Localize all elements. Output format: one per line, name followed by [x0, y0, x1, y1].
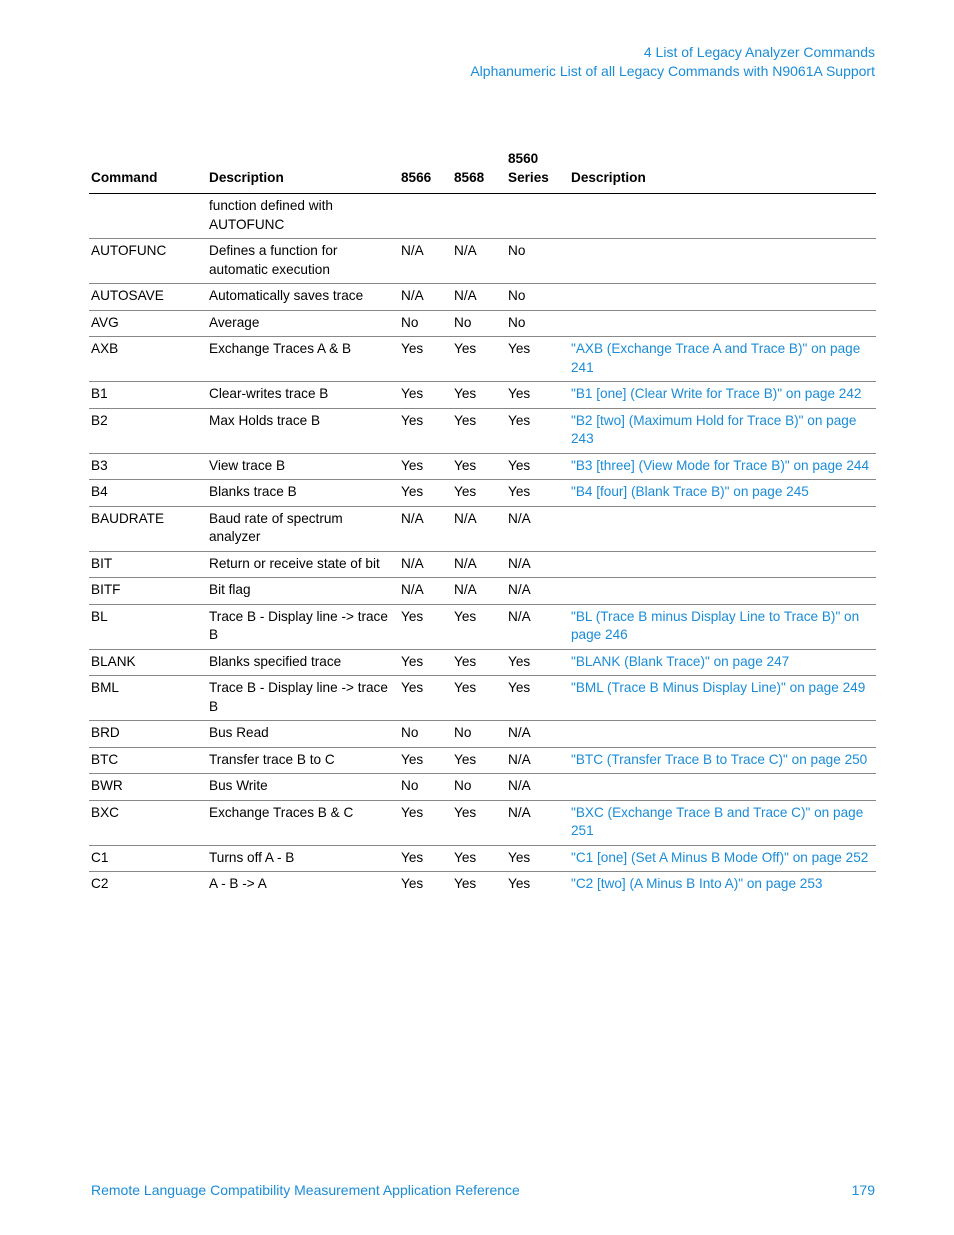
- table-row: [89, 578, 876, 605]
- cell-8560-series: No: [506, 284, 569, 311]
- table-header-row: [89, 150, 876, 194]
- table-row: [89, 284, 876, 311]
- cell-8560-series: Yes: [508, 876, 531, 891]
- reference-link[interactable]: "BLANK (Blank Trace)" on page 247: [569, 649, 876, 676]
- cell-description: Exchange Traces B & C: [207, 800, 399, 845]
- cell-command: BLANK: [89, 649, 207, 676]
- table-row: [89, 845, 876, 872]
- cell-description: A - B -> A: [209, 876, 267, 891]
- cell-8560-series: N/A: [506, 551, 569, 578]
- cell-command: BRD: [89, 721, 207, 748]
- cell-8568: No: [452, 774, 506, 801]
- cell-description: Turns off A - B: [207, 845, 399, 872]
- cell-description: Average: [207, 310, 399, 337]
- cell-command: B4: [89, 480, 207, 507]
- cell-description: Trace B - Display line -> trace B: [207, 676, 399, 721]
- cell-description: Clear-writes trace B: [207, 382, 399, 409]
- cell-reference: [569, 551, 876, 578]
- table-row: [89, 721, 876, 748]
- table-row: [89, 239, 876, 284]
- cell-8560-series: Yes: [506, 676, 569, 721]
- table-row: [89, 337, 876, 382]
- cell-8568: No: [452, 721, 506, 748]
- cell-8560-series: Yes: [506, 649, 569, 676]
- cell-8566: Yes: [399, 408, 452, 453]
- cell-command: AUTOSAVE: [89, 284, 207, 311]
- cell-8560-series: N/A: [506, 506, 569, 551]
- reference-link[interactable]: "BL (Trace B minus Display Line to Trace B)" on page 246: [569, 604, 876, 649]
- cell-command: BXC: [89, 800, 207, 845]
- cell-reference: [569, 721, 876, 748]
- table-row: [89, 649, 876, 676]
- cell-8568: Yes: [452, 845, 506, 872]
- cell-8568: Yes: [452, 408, 506, 453]
- footer-title: Remote Language Compatibility Measurement Application Reference: [91, 1182, 520, 1198]
- cell-8566: N/A: [399, 284, 452, 311]
- col-header-series: Series: [508, 169, 549, 185]
- cell-command: B3: [89, 453, 207, 480]
- cell-8560-series: N/A: [506, 747, 569, 774]
- cell-8566: N/A: [399, 578, 452, 605]
- cell-command: [89, 194, 207, 239]
- cell-description: Trace B - Display line -> trace B: [207, 604, 399, 649]
- cell-8560-series: No: [506, 310, 569, 337]
- reference-link[interactable]: "BTC (Transfer Trace B to Trace C)" on page 250: [569, 747, 876, 774]
- cell-description: Baud rate of spectrum analyzer: [207, 506, 399, 551]
- cell-8560-series: Yes: [506, 382, 569, 409]
- cell-reference: [569, 578, 876, 605]
- col-header-link-description: Description: [569, 150, 876, 194]
- cell-8560-series: N/A: [506, 604, 569, 649]
- cell-8560-series: Yes: [506, 337, 569, 382]
- cell-8560-series: No: [506, 239, 569, 284]
- cell-8568: Yes: [452, 649, 506, 676]
- table-row: [89, 194, 876, 239]
- cell-8566: Yes: [399, 480, 452, 507]
- cell-command: BWR: [89, 774, 207, 801]
- table-row: [89, 453, 876, 480]
- cell-8568: Yes: [452, 676, 506, 721]
- table-row: [89, 310, 876, 337]
- cell-8566: No: [399, 721, 452, 748]
- cell-command: BAUDRATE: [89, 506, 207, 551]
- reference-link[interactable]: "AXB (Exchange Trace A and Trace B)" on page 241: [569, 337, 876, 382]
- cell-8566: No: [399, 774, 452, 801]
- reference-link[interactable]: "BML (Trace B Minus Display Line)" on page 249: [569, 676, 876, 721]
- cell-command: AUTOFUNC: [89, 239, 207, 284]
- cell-reference: [569, 284, 876, 311]
- cell-description: function defined with AUTOFUNC: [207, 194, 399, 239]
- cell-8566: Yes: [399, 676, 452, 721]
- cell-8568: Yes: [452, 604, 506, 649]
- cell-8568: N/A: [452, 506, 506, 551]
- chapter-header: 4 List of Legacy Analyzer Commands: [643, 44, 875, 60]
- col-header-8560: 8560: [508, 151, 539, 166]
- cell-8566: Yes: [399, 747, 452, 774]
- cell-8568: Yes: [454, 876, 477, 891]
- cell-8560-series: Yes: [506, 480, 569, 507]
- cell-command: BITF: [89, 578, 207, 605]
- cell-command: C2: [91, 876, 109, 891]
- cell-command: AVG: [89, 310, 207, 337]
- cell-description: Transfer trace B to C: [207, 747, 399, 774]
- cell-8568: No: [452, 310, 506, 337]
- cell-8560-series: Yes: [506, 453, 569, 480]
- cell-8560-series: [506, 194, 569, 239]
- cell-8566: Yes: [399, 337, 452, 382]
- cell-8560-series: N/A: [506, 578, 569, 605]
- cell-reference: [569, 774, 876, 801]
- table-row: [89, 604, 876, 649]
- cell-description: View trace B: [207, 453, 399, 480]
- cell-reference: [569, 194, 876, 239]
- cell-description: Blanks trace B: [207, 480, 399, 507]
- cell-description: Blanks specified trace: [207, 649, 399, 676]
- cell-command: B2: [89, 408, 207, 453]
- cell-8568: Yes: [452, 800, 506, 845]
- col-header-command: Command: [89, 150, 207, 194]
- table-row: [89, 480, 876, 507]
- cell-8568: Yes: [452, 747, 506, 774]
- cell-8568: N/A: [452, 284, 506, 311]
- cell-8568: Yes: [452, 480, 506, 507]
- cell-description: Return or receive state of bit: [207, 551, 399, 578]
- reference-link[interactable]: "B1 [one] (Clear Write for Trace B)" on page 242: [569, 382, 876, 409]
- cell-reference: [569, 239, 876, 284]
- col-header-8560-series: [506, 150, 569, 194]
- cell-8568: N/A: [452, 239, 506, 284]
- table-row: [89, 800, 876, 845]
- table-row: [89, 382, 876, 409]
- table-row: [89, 408, 876, 453]
- cell-description: Bus Write: [207, 774, 399, 801]
- cell-reference: [569, 506, 876, 551]
- cell-8568: N/A: [452, 578, 506, 605]
- cell-command: BIT: [89, 551, 207, 578]
- cell-8566: N/A: [399, 551, 452, 578]
- cell-description: Bus Read: [207, 721, 399, 748]
- cell-8566: N/A: [399, 239, 452, 284]
- cell-description: Exchange Traces A & B: [207, 337, 399, 382]
- cell-command: B1: [89, 382, 207, 409]
- cell-8568: N/A: [452, 551, 506, 578]
- table-row: [89, 774, 876, 801]
- cell-8566: Yes: [401, 876, 424, 891]
- table-row: [89, 551, 876, 578]
- cell-command: BML: [89, 676, 207, 721]
- page-number: 179: [851, 1182, 875, 1198]
- table-row: [89, 747, 876, 774]
- cell-description: Max Holds trace B: [207, 408, 399, 453]
- cell-8560-series: N/A: [506, 800, 569, 845]
- cell-8560-series: Yes: [506, 845, 569, 872]
- cell-8566: Yes: [399, 845, 452, 872]
- cell-8566: Yes: [399, 604, 452, 649]
- col-header-8568: 8568: [452, 150, 506, 194]
- reference-link[interactable]: "C2 [two] (A Minus B Into A)" on page 253: [571, 876, 823, 891]
- command-table: [89, 150, 876, 898]
- section-header: Alphanumeric List of all Legacy Commands with N9061A Support: [470, 63, 875, 79]
- cell-8568: Yes: [452, 337, 506, 382]
- cell-command: BTC: [89, 747, 207, 774]
- cell-8560-series: N/A: [506, 774, 569, 801]
- cell-8560-series: Yes: [506, 408, 569, 453]
- cell-8566: Yes: [399, 382, 452, 409]
- cell-8568: Yes: [452, 453, 506, 480]
- cell-8568: Yes: [452, 382, 506, 409]
- cell-command: AXB: [89, 337, 207, 382]
- col-header-8566: 8566: [399, 150, 452, 194]
- cell-description: Automatically saves trace: [207, 284, 399, 311]
- cell-8566: Yes: [399, 453, 452, 480]
- cell-command: BL: [89, 604, 207, 649]
- reference-link[interactable]: "BXC (Exchange Trace B and Trace C)" on page 251: [569, 800, 876, 845]
- cell-8566: N/A: [399, 506, 452, 551]
- col-header-description: Description: [207, 150, 399, 194]
- reference-link[interactable]: "B2 [two] (Maximum Hold for Trace B)" on page 243: [569, 408, 876, 453]
- cell-8566: No: [399, 310, 452, 337]
- reference-link[interactable]: "C1 [one] (Set A Minus B Mode Off)" on page 252: [569, 845, 876, 872]
- table-row: [89, 676, 876, 721]
- reference-link[interactable]: "B3 [three] (View Mode for Trace B)" on page 244: [569, 453, 876, 480]
- cell-command: C1: [89, 845, 207, 872]
- cell-description: Bit flag: [207, 578, 399, 605]
- cell-8566: Yes: [399, 800, 452, 845]
- cell-8560-series: N/A: [506, 721, 569, 748]
- cell-8566: [399, 194, 452, 239]
- cell-description: Defines a function for automatic execution: [207, 239, 399, 284]
- cell-8568: [452, 194, 506, 239]
- reference-link[interactable]: "B4 [four] (Blank Trace B)" on page 245: [569, 480, 876, 507]
- cell-reference: [569, 310, 876, 337]
- table-row: [89, 506, 876, 551]
- table-row: [89, 872, 876, 898]
- cell-8566: Yes: [399, 649, 452, 676]
